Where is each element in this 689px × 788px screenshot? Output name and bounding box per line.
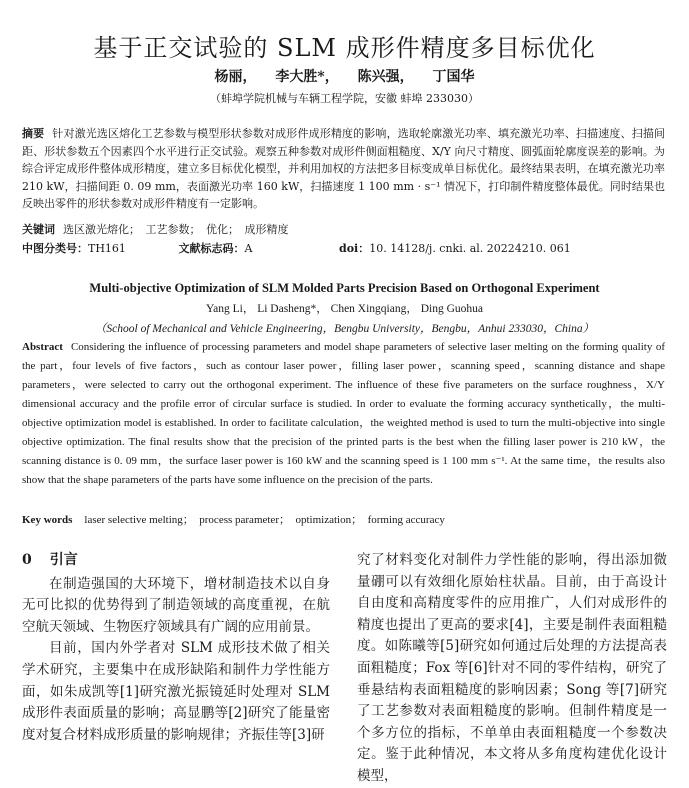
keywords-en-label: Key words	[22, 514, 73, 526]
section-number: 0	[22, 552, 32, 568]
section-title: 引言	[49, 552, 78, 568]
keywords-cn	[22, 221, 665, 237]
authors-cn: 杨丽， 李大胜*， 陈兴强， 丁国华	[214, 69, 475, 85]
body-column-right	[357, 550, 667, 788]
doi-label: doi：	[339, 242, 370, 255]
body-paragraph-1: 在制造强国的大环境下，增材制造技术以自身无可比拟的优势得到了制造领域的高度重视，在航空航天领域、生物医疗领域具有广阔的应用前景。	[22, 575, 330, 635]
keywords-en	[22, 511, 665, 527]
abstract-en-label: Abstract	[22, 341, 63, 353]
doc-code-value: A	[244, 242, 253, 255]
doi-value: 10. 14128/j. cnki. al. 20224210. 061	[369, 242, 571, 255]
abstract-cn	[22, 125, 665, 213]
paper-title-cn: 基于正交试验的 SLM 成形件精度多目标优化	[93, 34, 596, 62]
abstract-en-text: Considering the influence of processing parameters and model shape parameters of selective laser melting on the forming quality of the part，four levels of five factors，such as contour laser power，filling laser power，scanning speed，scanning distance and shape parameters，were selected to carry out the orthogonal experiment. The influence of these five parameters on the surface roughness，X/Y dimensional accuracy and the profile error of circular surface is studied. In order to evaluate the forming accuracy synthetically，the multi-objective optimization model is established. In order to facilitate calculation，the weighted method is used to turn the multi-objective into single objective optimization. The final results show that the precision of the printed parts is the best when the filling laser power is 210 kW，the scanning distance is 0. 09 mm，the surface laser power is 160 kW and the scanning speed is 1 100 mm s⁻¹. At the same time，the results also show that the shape parameters of the parts have some influence on the precision of the parts.	[22, 341, 665, 486]
body-paragraph-2-continued: 究了材料变化对制件力学性能的影响，得出添加微量硼可以有效细化原始柱状晶。目前，由于高设计自由度和高精度零件的应用推广，人们对成形件的精度也提出了更高的要求[4]，主要是制件表面粗糙度。如陈曦等[5]研究如何通过后处理的方法提高表面粗糙度；Fox 等[6]针对不同的零件结构，研究了垂悬结构表面粗糙度的影响因素；Song 等[7]研究了工艺参数对表面粗糙度的影响。但制件精度是一个多方位的指标，不单单由表面粗糙度一个参数决定。鉴于此种情况，本文将从多角度构建优化设计模型，	[357, 552, 667, 784]
abstract-en	[22, 338, 665, 490]
abstract-cn-label: 摘要	[22, 127, 45, 140]
body-column-left	[22, 550, 330, 746]
paper-title-en: Multi-objective Optimization of SLM Molded Parts Precision Based on Orthogonal Experiment	[89, 281, 600, 295]
clc-label: 中图分类号：	[22, 242, 88, 255]
affiliation-en: （School of Mechanical and Vehicle Engineering，Bengbu University，Bengbu，Anhui 233030，China）	[94, 323, 595, 335]
affiliation-cn: （蚌埠学院机械与车辆工程学院，安徽 蚌埠 233030）	[210, 92, 479, 105]
abstract-cn-text: 针对激光选区熔化工艺参数与模型形状参数对成形件成形精度的影响，选取轮廓激光功率、填充激光功率、扫描速度、扫描间距、形状参数五个因素四个水平进行正交试验。观察五种参数对成形件侧面粗糙度、X/Y 向尺寸精度、圆弧面轮廓度误差的影响。为综合评定成形件整体成形精度，建立多目标优化模型，并利用加权的方法把多目标变成单目标优化。最终结果表明，在填充激光功率 210 kW，扫描间距 0. 09 mm，表面激光功率 160 kW，扫描速度 1 100 mm · s⁻¹ 情况下，打印制件精度整体最优。同时结果也反映出零件的形状参数对成形件精度有一定影响。	[22, 127, 666, 210]
keywords-en-text: laser selective melting； process parameter； optimization； forming accuracy	[84, 514, 445, 526]
keywords-cn-text: 选区激光熔化； 工艺参数； 优化； 成形精度	[63, 223, 289, 236]
keywords-cn-label: 关键词	[22, 223, 55, 236]
body-paragraph-2: 目前，国内外学者对 SLM 成形技术做了相关学术研究，主要集中在成形缺陷和制件力学性能方面，如朱成凯等[1]研究激光振镜延时处理对 SLM 成形件表面质量的影响；高显鹏等[2]研究了能量密度对复合材料成形质量的影响规律；齐振佳等[3]研	[22, 640, 330, 743]
classification-line	[22, 240, 665, 256]
doc-code-label: 文献标志码：	[178, 242, 245, 255]
authors-en: Yang Li， Li Dasheng*， Chen Xingqiang， Ding Guohua	[205, 303, 484, 315]
section-heading-intro	[22, 550, 330, 572]
clc-value: TH161	[88, 242, 126, 255]
